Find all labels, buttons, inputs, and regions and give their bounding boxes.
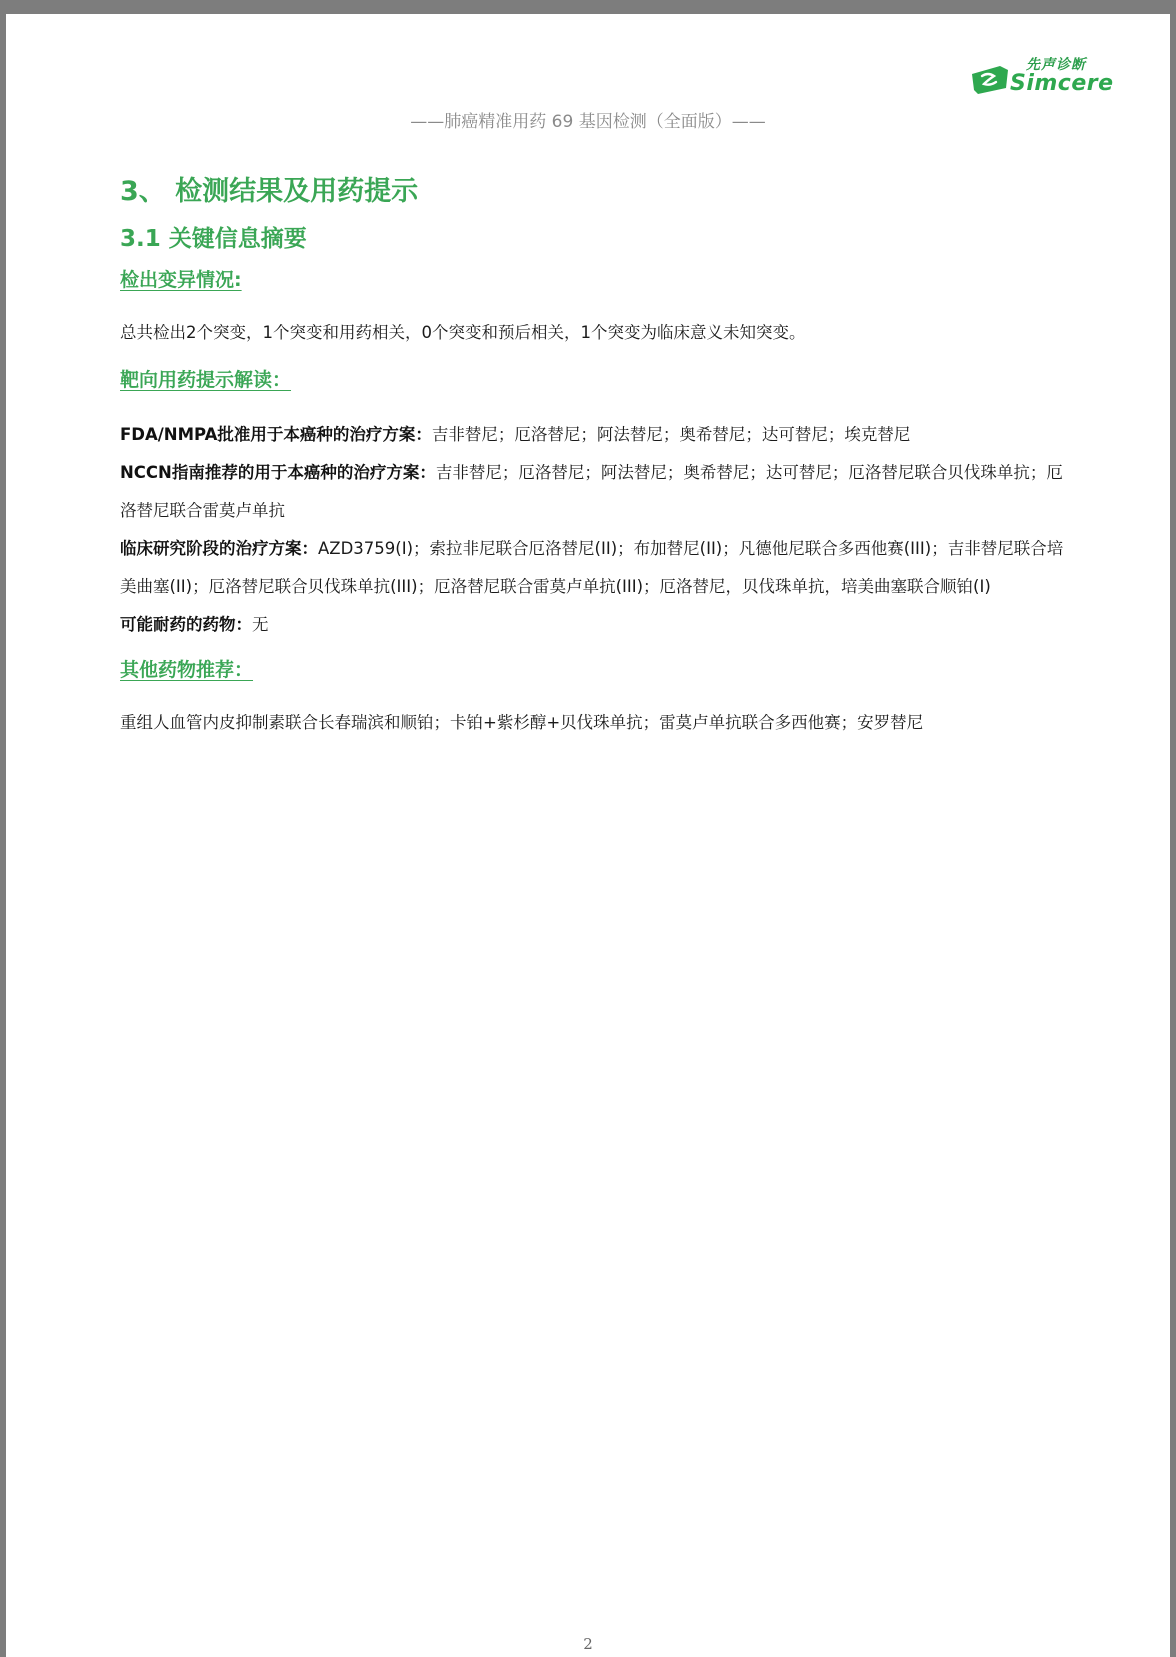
simcere-logo bbox=[970, 54, 1120, 100]
targeted-item-value: 无 bbox=[252, 615, 269, 634]
targeted-item-nccn bbox=[120, 454, 1070, 530]
running-header: ——肺癌精准用药 69 基因检测（全面版）—— bbox=[410, 112, 766, 132]
targeted-item-value: AZD3759(I)；索拉非尼联合厄洛替尼(II)；布加替尼(II)；凡德他尼联合多西他赛(III)；吉非替尼联合培美曲塞(II)；厄洛替尼联合贝伐珠单抗(III)；厄洛替尼联合雷莫卢单抗(III)；厄洛替尼，贝伐珠单抗，培美曲塞联合顺铂(I) bbox=[120, 539, 1064, 596]
targeted-list bbox=[120, 416, 1070, 644]
mutation-summary: 总共检出2个突变，1个突变和用药相关，0个突变和预后相关，1个突变为临床意义未知突变。 bbox=[120, 323, 806, 342]
page-content bbox=[120, 172, 1070, 742]
simcere-logo-icon bbox=[970, 64, 1010, 96]
targeted-item-label: 临床研究阶段的治疗方案： bbox=[120, 539, 318, 558]
targeted-heading: 靶向用药提示解读： bbox=[120, 369, 292, 391]
logo-chinese-text: 先声诊断 bbox=[1026, 57, 1086, 73]
targeted-item-label: NCCN指南推荐的用于本癌种的治疗方案： bbox=[120, 463, 436, 482]
targeted-item-label: 可能耐药的药物： bbox=[120, 615, 252, 634]
document-page bbox=[6, 14, 1170, 1657]
page-number: 2 bbox=[583, 1635, 593, 1653]
logo-english-text: Simcere bbox=[1010, 71, 1114, 96]
targeted-item-value: 吉非替尼；厄洛替尼；阿法替尼；奥希替尼；达可替尼；埃克替尼 bbox=[431, 425, 911, 444]
targeted-item-value: 吉非替尼；厄洛替尼；阿法替尼；奥希替尼；达可替尼；厄洛替尼联合贝伐珠单抗；厄洛替尼联合雷莫卢单抗 bbox=[120, 463, 1063, 520]
targeted-item-resistance bbox=[120, 606, 1070, 644]
targeted-item-clinical bbox=[120, 530, 1070, 606]
other-drugs-heading: 其他药物推荐： bbox=[120, 659, 254, 681]
mutation-heading: 检出变异情况: bbox=[120, 269, 242, 291]
section-title: 3、 检测结果及用药提示 bbox=[120, 176, 419, 207]
other-drugs-text: 重组人血管内皮抑制素联合长春瑞滨和顺铂；卡铂+紫杉醇+贝伐珠单抗；雷莫卢单抗联合多西他赛；安罗替尼 bbox=[120, 713, 924, 732]
subsection-title: 3.1 关键信息摘要 bbox=[120, 226, 307, 252]
targeted-item-fda bbox=[120, 416, 1070, 454]
targeted-item-label: FDA/NMPA批准用于本癌种的治疗方案： bbox=[120, 425, 432, 444]
